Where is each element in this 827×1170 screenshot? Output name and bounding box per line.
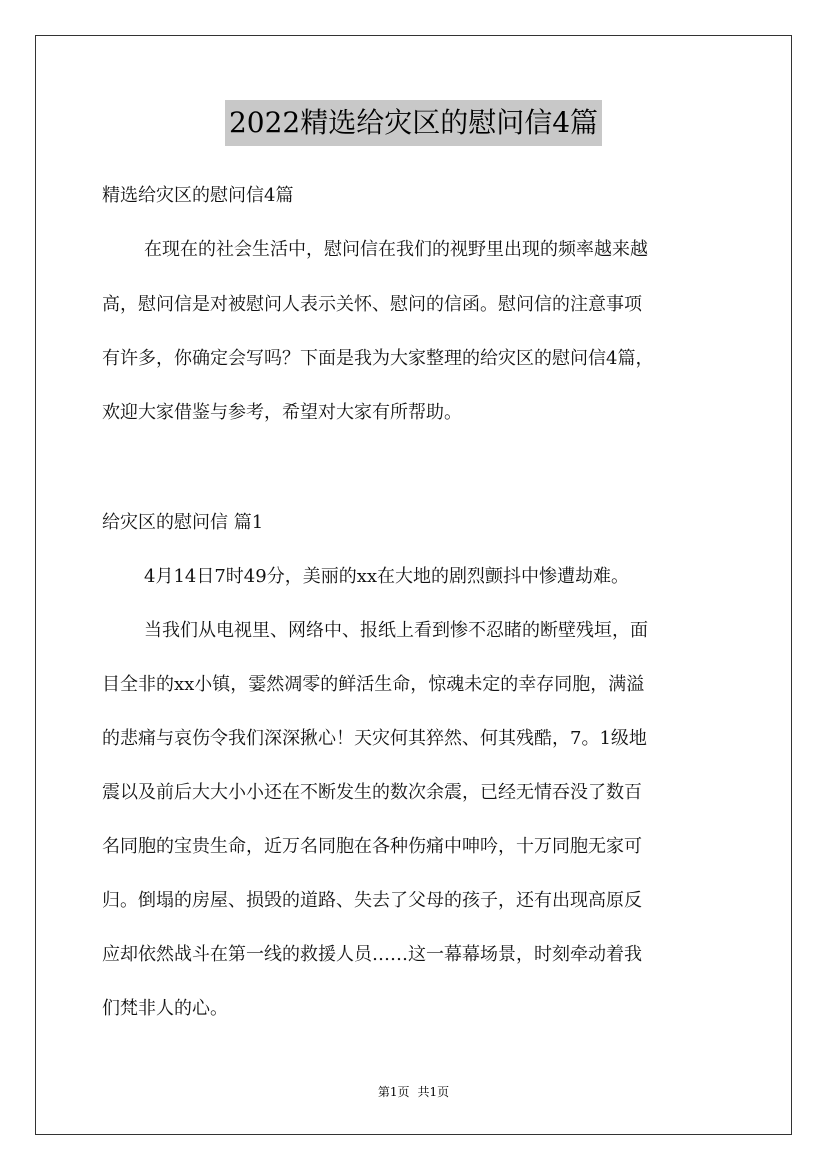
paragraph-2-line: 目全非的xx小镇，霎然凋零的鲜活生命，惊魂未定的幸存同胞，满溢 <box>102 674 645 695</box>
section-heading: 给灾区的慰问信 篇1 <box>102 512 264 533</box>
paragraph-1: 4月14日7时49分，美丽的xx在大地的剧烈颤抖中惨遭劫难。 <box>144 566 630 587</box>
intro-line: 欢迎大家借鉴与参考，希望对大家有所帮助。 <box>102 402 462 423</box>
intro-line: 有许多，你确定会写吗？下面是我为大家整理的给灾区的慰问信4篇， <box>102 348 654 369</box>
paragraph-2-line: 震以及前后大大小小还在不断发生的数次余震，已经无情吞没了数百 <box>102 782 642 803</box>
document-title: 2022精选给灾区的慰问信4篇 <box>225 100 602 146</box>
page-number: 第1页 <box>377 1085 410 1099</box>
title-block <box>0 100 827 146</box>
page-footer <box>0 1083 827 1100</box>
paragraph-2-line: 应却依然战斗在第一线的救援人员……这一幕幕场景，时刻牵动着我 <box>102 944 642 965</box>
intro-line: 在现在的社会生活中，慰问信在我们的视野里出现的频率越来越 <box>144 239 648 260</box>
intro-line: 高，慰问信是对被慰问人表示关怀、慰问的信函。慰问信的注意事项 <box>102 294 642 315</box>
paragraph-2-line: 的悲痛与哀伤令我们深深揪心！天灾何其猝然、何其残酷，7。1级地 <box>102 728 647 749</box>
subtitle: 精选给灾区的慰问信4篇 <box>102 185 294 206</box>
paragraph-2-line: 归。倒塌的房屋、损毁的道路、失去了父母的孩子，还有出现高原反 <box>102 890 642 911</box>
page-total: 共1页 <box>417 1085 450 1099</box>
paragraph-2-line: 当我们从电视里、网络中、报纸上看到惨不忍睹的断壁残垣，面 <box>144 620 648 641</box>
paragraph-2-line: 名同胞的宝贵生命，近万名同胞在各种伤痛中呻吟，十万同胞无家可 <box>102 836 642 857</box>
paragraph-2-line: 们梵非人的心。 <box>102 998 228 1019</box>
